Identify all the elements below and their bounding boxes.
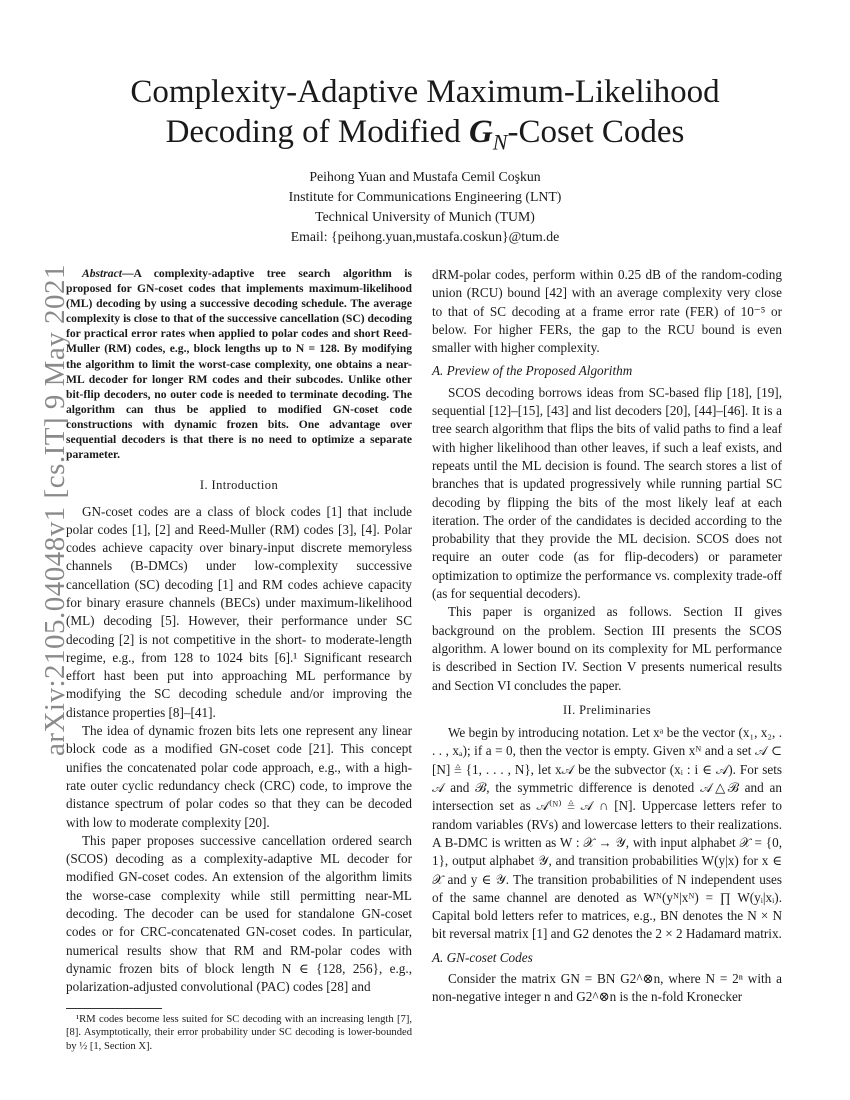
footnote-rule [66,1008,162,1009]
arxiv-identifier: arXiv:2105.04048v1 [cs.IT] 9 May 2021 [39,263,71,757]
affiliation-institute: Institute for Communications Engineering (LNT) [288,189,562,204]
title-line-2 [60,112,790,163]
left-column [66,266,412,1053]
abstract-text: —A complexity-adaptive tree search algorithm is proposed for GN-coset codes that implements maximum-likelihood (ML) decoding by using a successive decoding schedule. The average complexity is close to that of the successive cancellation (SC) decoding for practical error rates when applied to polar codes and short Reed-Muller (RM) codes, e.g., block lengths up to N = 128. By modifying the algorithm to limit the worst-case complexity, one obtains a near-ML decoder for longer RM codes and their subcodes. Unlike other bit-flip decoders, no outer code is needed to terminate decoding. The algorithm can thus be applied to modified GN-coset code constructions with dynamic frozen bits. One advantage over sequential decoders is that there is no need to optimize a separate parameter. [66,267,412,462]
footnote: ¹RM codes become less suited for SC decoding with an increasing length [7], [8]. Asymptotically, their error probability under SC decoding is lower-bounded by ½ [1, Section X]. [66,1013,412,1052]
preliminaries-paragraph-1: We begin by introducing notation. Let xᵃ be the vector (x₁, x₂, . . . , xₐ); if a = 0, then the vector is empty. Given xᴺ and a set 𝒜 ⊂ [N] ≜ {1, . . . , N}, let x𝒜 be the subvector (xᵢ : i ∈ 𝒜). For sets 𝒜 and ℬ, the symmetric difference is denoted 𝒜△ℬ and an intersection set as 𝒜⁽ᴺ⁾ ≜ 𝒜 ∩ [N]. Uppercase letters refer to random variables (RVs) and lowercase letters to their realizations. A B-DMC is written as W : 𝒳 → 𝒴, with input alphabet 𝒳 = {0, 1}, output alphabet 𝒴, and transition probabilities W(y|x) for x ∈ 𝒳 and y ∈ 𝒴. The transition probabilities of N independent uses of the same channel are denoted as Wᴺ(yᴺ|xᴺ) = ∏ W(yᵢ|xᵢ). Capital bold letters refer to matrices, e.g., BN denotes the N × N bit reversal matrix [1] and G2 denotes the 2 × 2 Hadamard matrix. [432,725,782,942]
abstract [66,266,412,462]
organization-paragraph: This paper is organized as follows. Section II gives background on the problem. Section III presents the SCOS algorithm. A lower bound on its complexity for ML performance is described in Section IV. Section V presents numerical results and Section VI concludes the paper. [432,604,782,693]
title-subscript: N [492,129,508,155]
author-email: Email: {peihong.yuan,mustafa.coskun}@tum.de [290,229,560,244]
right-column [432,266,782,1007]
right-paragraph-1: dRM-polar codes, perform within 0.25 dB of the random-coding union (RCU) bound [42] with an average complexity very close to that of SC decoding at a frame error rate (FER) of 10⁻⁵ or below. For higher FERs, the gap to the RCU bound is even smaller with higher complexity. [432,267,782,356]
intro-paragraph-1: GN-coset codes are a class of block codes [1] that include polar codes [1], [2] and Reed-Muller (RM) codes [3], [4]. Polar codes achieve capacity over binary-input discrete memoryless channels (B-DMCs) under low-complexity successive cancellation (SC) decoding [1] and RM codes achieve capacity for binary erasure channels (BECs) under maximum-likelihood (ML) decoding [5]. However, their performance under SC decoding [2] is not competitive in the short- to moderate-length regime, e.g., from 128 to 1024 bits [6].¹ Significant research effort hast been put into approaching ML performance by modifying the SC decoding schedule and/or improving the distance properties [8]–[41]. [66,503,412,720]
intro-paragraph-2: The idea of dynamic frozen bits lets one represent any linear block code as a modified GN-coset code [21]. This concept unifies the concatenated polar code approach, e.g., with a high-rate outer cyclic redundancy check (CRC) code, to improve the distance spectrum of polar codes so that they can be decoded with low to moderate complexity [20]. [66,723,412,830]
preliminaries-paragraph-2: Consider the matrix GN = BN G2^⊗n, where N = 2ⁿ with a non-negative integer n and G2^⊗n is the n-fold Kronecker [432,970,782,1005]
author-names: Peihong Yuan and Mustafa Cemil Coşkun [309,169,541,184]
title-line-2-suffix: -Coset Codes [507,114,685,150]
title-line-1: Complexity-Adaptive Maximum-Likelihood [130,74,720,110]
paper-title [60,72,790,163]
title-line-2-text: Decoding of Modified [165,114,469,150]
intro-paragraph-3: This paper proposes successive cancellation ordered search (SCOS) decoding as a complexity-adaptive ML decoder for modified GN-coset codes. An extension of the algorithm limits the worse-case complexity while still permitting near-ML decoding. The decoder can be used for standalone GN-coset codes or for CRC-concatenated GN-coset codes. In particular, numerical results show that RM and RM-polar codes with dynamic frozen bits of block length N ∈ {128, 256}, e.g., polarization-adjusted convolutional (PAC) codes [28] and [66,832,412,995]
subsection-coset-codes-heading: A. GN-coset Codes [432,949,533,965]
author-block [120,167,730,247]
preview-paragraph: SCOS decoding borrows ideas from SC-based flip [18], [19], sequential [12]–[15], [43] and list decoders [20], [44]–[46]. It is a tree search algorithm that flips the bits of valid paths to find a leaf with higher likelihood than other leaves, if such a leaf exists, and repeats until the ML decision is found. The search stores a list of branches that is updated progressively while running partial SC decoding by flipping the bits of the most likely leaf at each iteration. The order of the candidates is decided according to the probability that they provide the ML decision. SCOS does not require an outer code (as for flip-decoders) or parameter optimization to optimize the performance vs. complexity trade-off (as for sequential decoders). [432,384,782,602]
subsection-preview-heading: A. Preview of the Proposed Algorithm [432,363,633,379]
affiliation-university: Technical University of Munich (TUM) [315,209,535,224]
section-introduction-heading: I. Introduction [199,478,279,493]
title-symbol: G [468,114,493,150]
section-preliminaries-heading: II. Preliminaries [562,702,652,717]
abstract-label: Abstract [82,267,122,280]
